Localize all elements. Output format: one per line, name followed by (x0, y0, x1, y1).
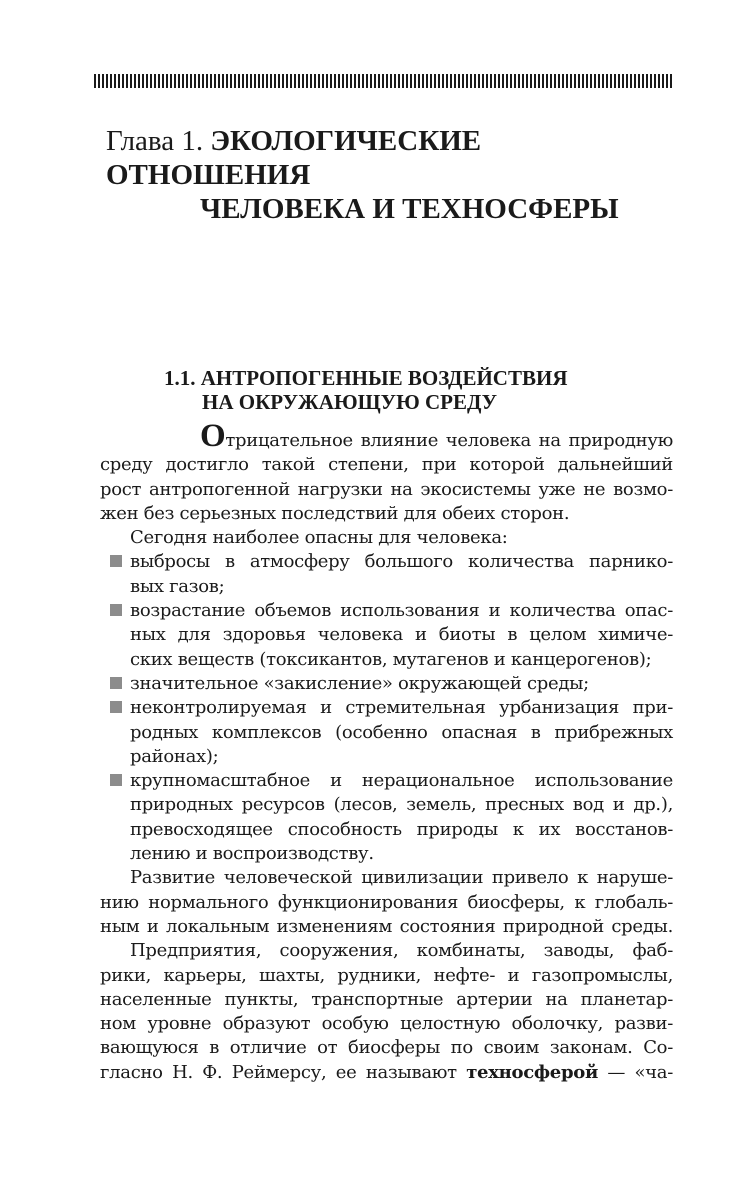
paragraph-line: гласно Н. Ф. Реймерсу, ее называют техносферой — «ча- (100, 1061, 673, 1083)
paragraph-line: вающуюся в отличие от биосферы по своим законам. Со- (100, 1037, 673, 1059)
list-item-line: значительное «закисление» окружающей среды; (100, 672, 673, 696)
list-item (100, 599, 673, 672)
list-item-line: ных для здоровья человека и биоты в целом химиче- (130, 624, 673, 646)
list-item-line: крупномасштабное и нерациональное использование (100, 769, 673, 793)
paragraph-line: Предприятия, сооружения, комбинаты, заводы, фаб- (130, 940, 673, 962)
paragraph-line: нию нормального функционирования биосферы, к глобаль- (100, 891, 673, 913)
list-item-line: районах); (130, 745, 219, 767)
paragraph-line: среду достигло такой степени, при которой дальнейший (100, 454, 673, 476)
paragraph-line: Сегодня наиболее опасны для человека: (130, 527, 508, 549)
list-item (100, 696, 673, 769)
paragraph-line: рост антропогенной нагрузки на экосистемы уже не возмо- (100, 478, 673, 500)
list-item (100, 769, 673, 866)
bullet-list (100, 550, 673, 866)
paragraph-line: ным и локальным изменениям состояния природной среды. (100, 915, 673, 937)
list-item (100, 672, 673, 696)
list-item-line: превосходящее способность природы к их восстанов- (130, 818, 673, 840)
bullet-square-icon (110, 701, 122, 713)
list-item-line: природных ресурсов (лесов, земель, пресных вод и др.), (130, 794, 673, 816)
list-item-line: неконтролируемая и стремительная урбанизация при- (100, 696, 673, 720)
chapter-title-line-1 (106, 124, 686, 192)
paragraph-line: населенные пункты, транспортные артерии на планетар- (100, 988, 673, 1010)
chapter-title-line-2: ЧЕЛОВЕКА И ТЕХНОСФЕРЫ (200, 193, 619, 225)
paragraph-line: ном уровне образуют особую целостную оболочку, разви- (100, 1013, 673, 1035)
chapter-title-1: ЭКОЛОГИЧЕСКИЕ ОТНОШЕНИЯ (106, 125, 482, 191)
paragraph-line: Развитие человеческой цивилизации привело к наруше- (130, 867, 673, 889)
paragraph-line: жен без серьезных последствий для обеих сторон. (100, 502, 570, 524)
list-item-line: ских веществ (токсикантов, мутагенов и канцерогенов); (130, 648, 652, 670)
list-item-line: выбросы в атмосферу большого количества парнико- (100, 550, 673, 574)
paragraph-line: рики, карьеры, шахты, рудники, нефте- и газопромыслы, (100, 964, 673, 986)
list-item-line: возрастание объемов использования и количества опас- (100, 599, 673, 623)
section-heading (164, 366, 684, 414)
header-rule (94, 74, 674, 88)
drop-cap: О (200, 418, 226, 454)
bullet-square-icon (110, 677, 122, 689)
list-item (100, 550, 673, 599)
term-technosphere: техносферой (466, 1061, 598, 1083)
bullet-square-icon (110, 555, 122, 567)
list-item-line: родных комплексов (особенно опасная в прибрежных (130, 721, 673, 743)
list-item-line: лению и воспроизводству. (130, 843, 374, 865)
paragraph-line: Отрицательное влияние человека на природную (200, 418, 673, 454)
bullet-square-icon (110, 604, 122, 616)
chapter-heading (106, 124, 686, 226)
section-title-line-2: НА ОКРУЖАЮЩУЮ СРЕДУ (202, 390, 498, 414)
body-text (100, 418, 673, 1085)
chapter-label: Глава 1. (106, 125, 204, 157)
section-title-line-1: 1.1. АНТРОПОГЕННЫЕ ВОЗДЕЙСТВИЯ (164, 366, 568, 390)
list-item-line: вых газов; (130, 575, 225, 597)
bullet-square-icon (110, 774, 122, 786)
